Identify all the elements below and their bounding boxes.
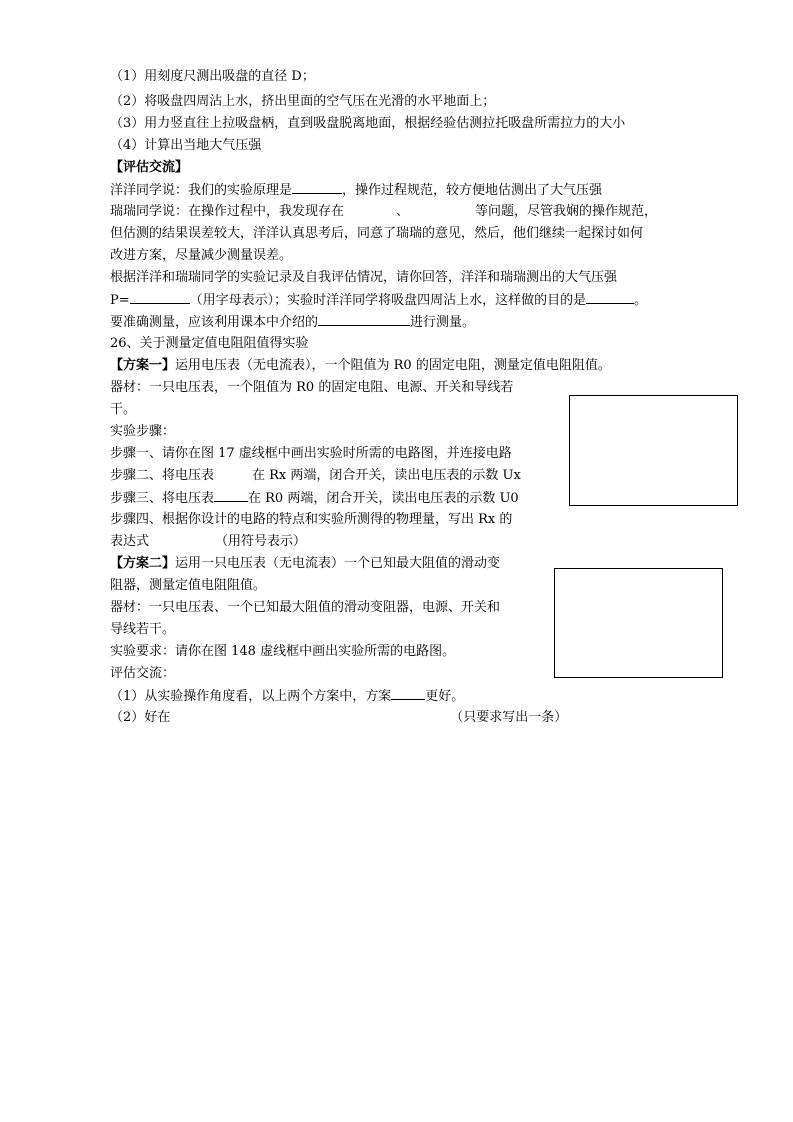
better-plan-blank[interactable] [391,685,425,700]
q2-text-b: （只要求写出一条） [450,710,568,725]
plan-2-description-1 [110,553,500,575]
plan-1-step-3 [110,487,519,510]
plan-1-step-2 [110,465,521,487]
step-2: （2）将吸盘四周沾上水，挤出里面的空气压在光滑的水平地面上； [110,94,496,109]
step-2-text-a: 步骤二、将电压表 [110,468,215,483]
expression-label: 表达式 [110,534,150,549]
eval-question-1 [110,685,464,708]
question-26-title: 26、关于测量定值电阻阻值得实验 [110,336,309,351]
plan-1-step-4-1: 步骤四、根据你设计的电路的特点和实验所测得的物理量，写出 Rx 的 [110,512,513,527]
step-1: （1）用刻度尺测出吸盘的直径 D； [110,69,315,84]
plan-2-requirement: 实验要求：请你在图 148 虚线框中画出实验所需的电路图。 [110,644,456,659]
plan-2-equipment-1: 器材：一只电压表、一个已知最大阻值的滑动变阻器，电源、开关和 [110,600,501,615]
pressure-blank[interactable] [130,289,190,304]
circuit-diagram-box-1[interactable] [569,395,738,506]
yang-text-b: ，操作过程规范，较方便地估测出了大气压强 [342,183,603,198]
plan-2-eval-label: 评估交流： [110,666,176,681]
answer-text-3b: 进行测量。 [410,315,476,330]
answer-line-2 [110,289,647,312]
connect-blank-2[interactable] [214,487,248,502]
step-3-text-b: 在 R0 两端，闭合开关，读出电压表的示数 U0 [248,491,519,506]
q1-text-b: 更好。 [425,689,465,704]
purpose-blank[interactable] [586,289,634,304]
q2-text-a: （2）好在 [110,710,171,725]
plan-1-desc: 运用电压表（无电流表），一个阻值为 R0 的固定电阻，测量定值电阻阻值。 [175,358,611,373]
answer-end: 。 [634,293,648,308]
instrument-blank[interactable] [318,311,410,326]
yang-text-a: 洋洋同学说：我们的实验原理是 [110,183,293,198]
plan-1-description [110,355,611,377]
answer-line-1: 根据洋洋和瑞瑞同学的实验记录及自我评估情况，请你回答，洋洋和瑞瑞测出的大气压强 [110,270,618,285]
rui-sep: 、 [396,204,410,219]
step-3-text-a: 步骤三、将电压表 [110,491,215,506]
answer-text-3a: 要准确测量，应该利用课本中介绍的 [110,315,319,330]
circuit-diagram-box-2[interactable] [554,568,723,678]
plan-2-desc: 运用一只电压表（无电流表）一个已知最大阻值的滑动变 [175,556,501,571]
step-3: （3）用力竖直往上拉吸盘柄，直到吸盘脱离地面，根据经验估测拉托吸盘所需拉力的大小 [110,116,626,131]
plan-2-equipment-2: 导线若干。 [110,622,176,637]
plan-1-step-1: 步骤一、请你在图 17 虚线框中画出实验时所需的电路图，并连接电路 [110,446,512,461]
rui-line-3: 改进方案，尽量减少测量误差。 [110,248,293,263]
answer-text-b: （用字母表示）；实验时洋洋同学将吸盘四周沾上水，这样做的目的是 [189,293,587,308]
q1-text-a: （1）从实验操作角度看，以上两个方案中，方案 [110,689,392,704]
plan-2-heading: 【方案二】 [110,556,176,571]
rui-text-b: 等问题，尽管我娴的操作规范， [475,204,658,219]
step-4: （4）计算出当地大气压强 [110,138,262,153]
plan-1-step-4-2 [110,531,306,553]
rui-text-a: 瑞瑞同学说：在操作过程中，我发现存在 [110,204,345,219]
eval-heading: 【评估交流】 [110,160,189,175]
answer-line-3 [110,311,475,334]
expression-note: （用符号表示） [215,534,307,549]
rui-line-2: 但估测的结果误差较大，洋洋认真思考后，同意了瑞瑞的意见，然后，他们继续一起探讨如何 [110,226,644,241]
rui-statement [110,201,657,223]
plan-2-description-2: 阻器，测量定值电阻阻值。 [110,578,267,593]
plan-1-equipment-1: 器材：一只电压表，一个阻值为 R0 的固定电阻、电源、开关和导线若 [110,380,514,395]
step-2-text-b: 在 Rx 两端，闭合开关，读出电压表的示数 Ux [252,468,521,483]
eval-question-2 [110,707,567,729]
plan-1-steps-label: 实验步骤： [110,424,176,439]
principle-blank[interactable] [292,179,342,194]
yang-statement [110,179,602,202]
plan-1-equipment-2: 干。 [110,402,137,417]
plan-1-heading: 【方案一】 [110,358,176,373]
pressure-label: P= [110,293,130,308]
